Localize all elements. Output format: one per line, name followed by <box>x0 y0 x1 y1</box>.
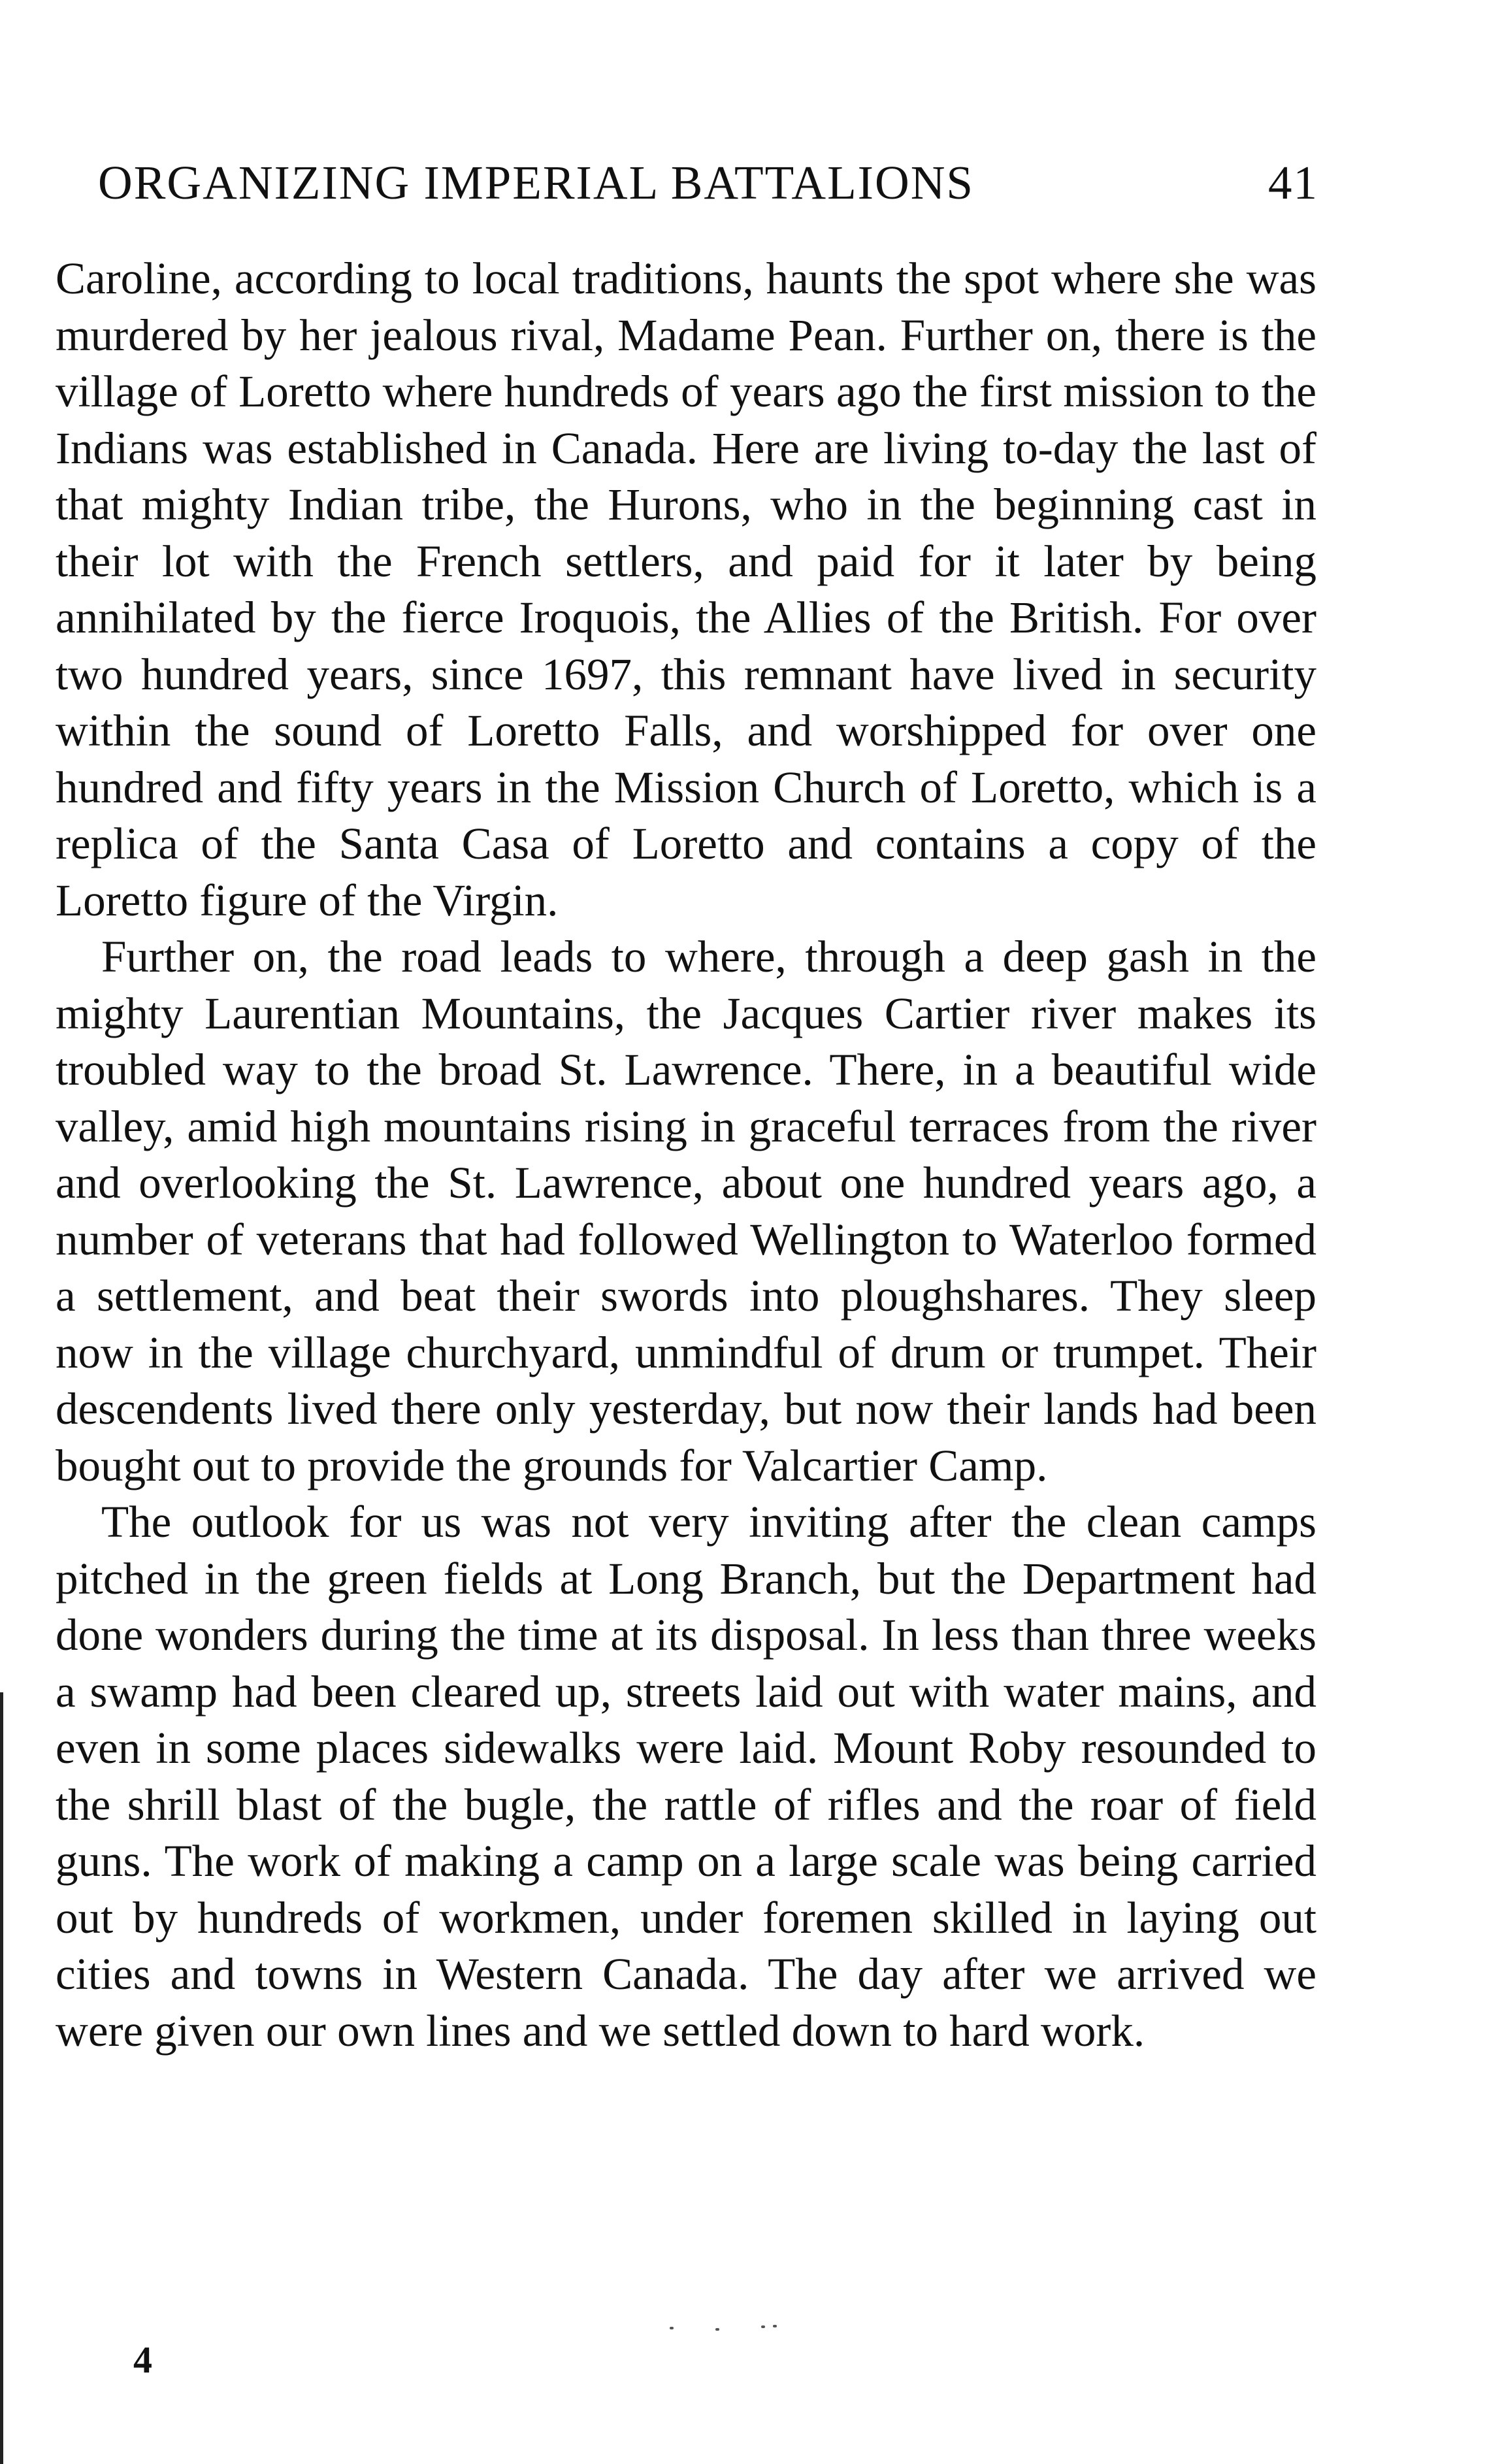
running-head-title: ORGANIZING IMPERIAL BATTALIONS <box>98 156 975 209</box>
body-text <box>56 250 1316 2059</box>
print-specks <box>670 2323 800 2336</box>
page-number: 41 <box>1268 156 1318 209</box>
signature-mark: 4 <box>133 2339 152 2381</box>
paragraph: Further on, the road leads to where, through a deep gash in the mighty Laurentian Mountains, the Jacques Cartier river makes its troubled way to the broad St. Lawrence. There, in a beautiful wide valley, amid high mountains rising in graceful terraces from the river and overlooking the St. Lawrence, about one hundred years ago, a number of veterans that had followed Wellington to Waterloo formed a settlement, and beat their swords into ploughshares. They sleep now in the village churchyard, unmindful of drum or trumpet. Their descendents lived there only yesterday, but now their lands had been bought out to provide the grounds for Valcartier Camp. <box>56 932 1316 1490</box>
running-head <box>98 147 1318 219</box>
paragraph-continued: Caroline, according to local traditions, haunts the spot where she was murdered by her jealous rival, Madame Pean. Further on, there is the village of Loretto where hundreds of years ago the first mission to the Indians was established in Canada. Here are living to-day the last of that mighty Indian tribe, the Hurons, who in the beginning cast in their lot with the French settlers, and paid for it later by being annihilated by the fierce Iroquois, the Allies of the British. For over two hundred years, since 1697, this remnant have lived in security within the sound of Loretto Falls, and worshipped for over one hundred and fifty years in the Mission Church of Loretto, which is a replica of the Santa Casa of Loretto and contains a copy of the Loretto figure of the Virgin. <box>56 254 1316 925</box>
paragraph: The outlook for us was not very inviting after the clean camps pitched in the green fields at Long Branch, but the Department had done wonders during the time at its disposal. In less than three weeks a swamp had been cleared up, streets laid out with water mains, and even in some places sidewalks were laid. Mount Roby resounded to the shrill blast of the bugle, the rattle of rifles and the roar of field guns. The work of making a camp on a large scale was being carried out by hundreds of workmen, under foremen skilled in laying out cities and towns in Western Canada. The day after we arrived we were given our own lines and we settled down to hard work. <box>56 1497 1316 2056</box>
page-binding-edge <box>0 1692 3 2464</box>
